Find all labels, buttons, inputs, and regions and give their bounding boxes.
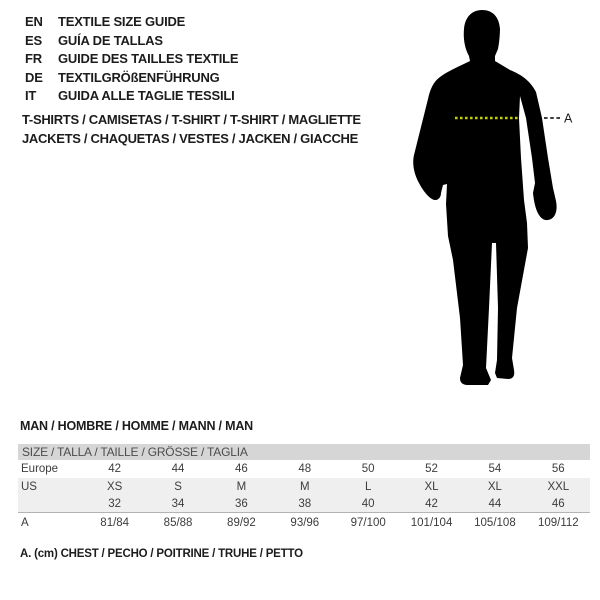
size-table [18,444,590,532]
section-title-man: MAN / HOMBRE / HOMME / MANN / MAN [20,419,253,433]
table-cell: 109/112 [537,516,579,529]
language-row-it [25,87,238,106]
table-cell: XL [424,480,439,493]
table-row [18,460,590,478]
table-cell: 89/92 [227,516,256,529]
category-list [22,110,361,148]
table-cell: M [300,480,310,493]
table-cell: 42 [425,497,438,510]
table-cell: XXL [547,480,570,493]
table-cell: 36 [235,497,248,510]
table-cell: 50 [361,463,375,475]
man-silhouette-figure [405,8,580,388]
table-cell: 85/88 [163,516,193,529]
language-row-en [25,13,238,32]
table-cell: XS [107,480,123,493]
footnote-chest: A. (cm) CHEST / PECHO / POITRINE / TRUHE / PETTO [20,548,303,560]
measure-label-a: A [564,111,573,126]
language-row-fr [25,50,238,69]
table-cell: 42 [108,463,122,475]
table-cell: 48 [298,463,312,475]
table-row [18,478,590,495]
language-row-de [25,69,238,88]
table-cell: S [174,480,182,493]
table-row [18,512,590,532]
table-cell: 105/108 [474,516,516,529]
table-cell: 81/84 [100,516,130,529]
table-row-label: A [21,516,29,529]
language-code: IT [25,88,37,104]
language-code: DE [25,69,43,85]
table-cell: 46 [551,497,565,510]
table-row-label: US [21,480,37,493]
language-code: FR [25,51,42,67]
language-list [25,13,238,106]
table-cell: 32 [108,497,122,510]
size-table-header: SIZE / TALLA / TAILLE / GRÖSSE / TAGLIA [18,444,590,460]
language-label: GUIDE DES TAILLES TEXTILE [58,51,239,67]
table-cell: 101/104 [410,516,453,529]
table-cell: 34 [171,497,185,510]
table-cell: 52 [425,463,438,475]
man-silhouette-svg [405,8,580,388]
table-cell: 46 [235,463,248,475]
table-row-label: Europe [21,463,59,475]
language-code: EN [25,14,43,29]
language-row-es [25,32,238,51]
category-line: T-SHIRTS / CAMISETAS / T-SHIRT / T-SHIRT / MAGLIETTE [22,112,361,127]
language-label: GUÍA DE TALLAS [58,32,163,48]
table-cell: XL [487,480,502,493]
table-cell: 38 [298,497,312,510]
language-label: TEXTILGRÖßENFÜHRUNG [58,69,220,85]
table-cell: 40 [361,497,375,510]
table-cell: 93/96 [290,516,320,529]
category-line: JACKETS / CHAQUETAS / VESTES / JACKEN / GIACCHE [22,131,358,146]
size-table-body [18,460,590,532]
table-cell: 97/100 [350,516,386,529]
language-label: GUIDA ALLE TAGLIE TESSILI [58,88,235,104]
table-row [18,495,590,512]
language-label: TEXTILE SIZE GUIDE [58,14,186,29]
man-silhouette-shape [413,10,556,385]
table-cell: M [236,480,247,493]
table-cell: L [364,480,372,493]
table-cell: 54 [488,463,502,475]
table-cell: 44 [488,497,502,510]
language-code: ES [25,32,42,48]
table-cell: 44 [171,463,185,475]
table-cell: 56 [551,463,565,475]
